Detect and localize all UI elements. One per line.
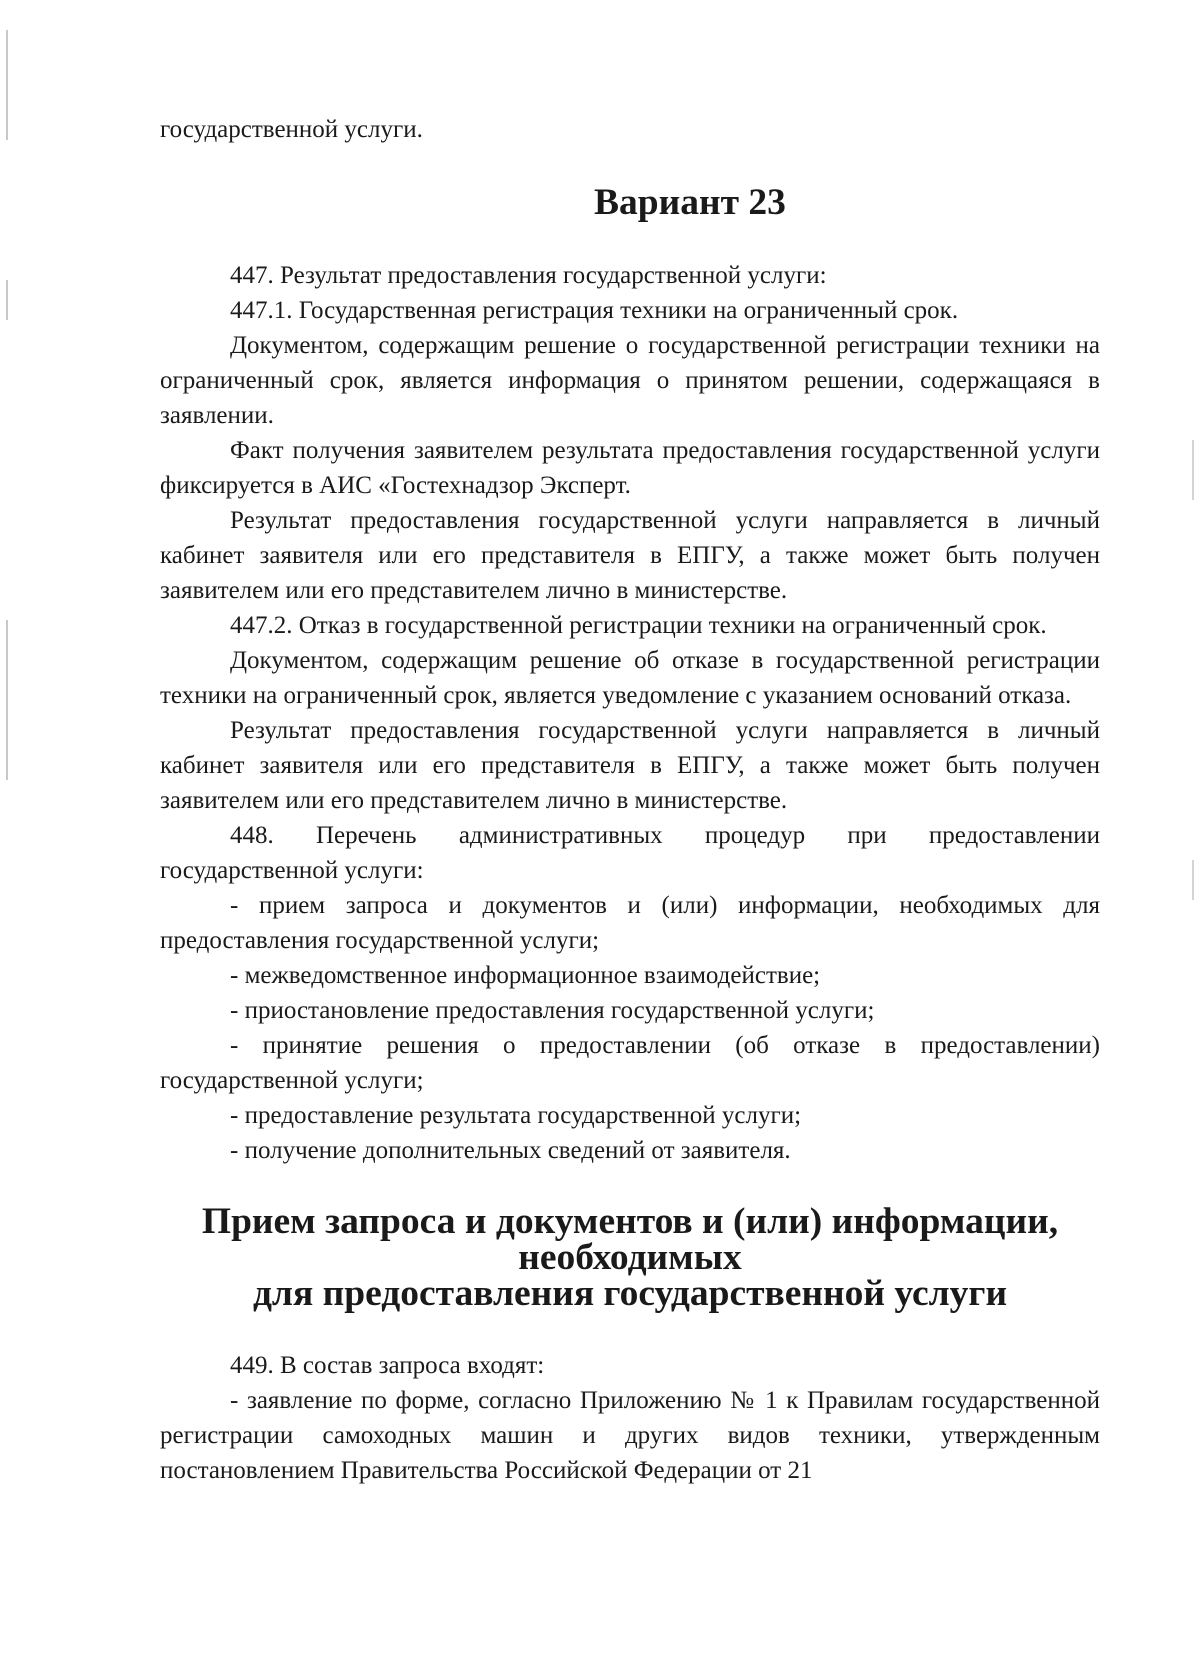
paragraph: 447. Результат предоставления государственной услуги: <box>230 262 827 289</box>
section-447-448 <box>160 258 1100 1168</box>
paragraph: Результат предоставления государственной услуги направляется в личный кабинет заявителя или его представителя в ЕПГУ, а также может быть получен заявителем или его представителем лично в министерстве. <box>160 717 1100 814</box>
section-heading <box>160 1201 1100 1314</box>
scan-edge-mark <box>6 30 8 140</box>
paragraph: 448. Перечень административных процедур при предоставлении государственной услуги: <box>160 822 1100 884</box>
section-449 <box>160 1348 1100 1488</box>
paragraph: Факт получения заявителем результата предоставления государственной услуги фиксируется в АИС «Гостехнадзор Эксперт. <box>160 437 1100 499</box>
opening-line: государственной услуги. <box>160 116 423 143</box>
list-item: - получение дополнительных сведений от заявителя. <box>230 1137 791 1164</box>
paragraph: 449. В состав запроса входят: <box>230 1352 545 1379</box>
document-body <box>160 112 1100 1488</box>
scan-edge-mark <box>6 620 8 780</box>
scan-edge-mark <box>1192 440 1194 500</box>
variant-heading: Вариант 23 <box>594 182 786 223</box>
list-item: - межведомственное информационное взаимодействие; <box>230 962 821 989</box>
list-item: - принятие решения о предоставлении (об отказе в предоставлении) государственной услуги; <box>160 1032 1100 1094</box>
scan-edge-mark <box>1192 860 1194 900</box>
list-item: - заявление по форме, согласно Приложению № 1 к Правилам государственной регистрации самоходных машин и других видов техники, утвержденным постановлением Правительства Российской Федерации от 21 <box>160 1387 1100 1484</box>
section-heading-line: для предоставления государственной услуги <box>252 1273 1008 1314</box>
scan-edge-mark <box>6 280 8 320</box>
paragraph: 447.1. Государственная регистрация техники на ограниченный срок. <box>230 297 959 324</box>
list-item: - предоставление результата государственной услуги; <box>230 1102 802 1129</box>
list-item: - прием запроса и документов и (или) информации, необходимых для предоставления государственной услуги; <box>160 892 1100 954</box>
paragraph: Документом, содержащим решение о государственной регистрации техники на ограниченный срок, является информация о принятом решении, содержащаяся в заявлении. <box>160 332 1100 429</box>
list-item: - приостановление предоставления государственной услуги; <box>230 997 875 1024</box>
paragraph: 447.2. Отказ в государственной регистрации техники на ограниченный срок. <box>230 612 1047 639</box>
section-heading-line: Прием запроса и документов и (или) информации, необходимых <box>201 1201 1059 1278</box>
paragraph: Документом, содержащим решение об отказе в государственной регистрации техники на ограниченный срок, является уведомление с указанием оснований отказа. <box>160 647 1100 709</box>
paragraph: Результат предоставления государственной услуги направляется в личный кабинет заявителя или его представителя в ЕПГУ, а также может быть получен заявителем или его представителем лично в министерстве. <box>160 507 1100 604</box>
